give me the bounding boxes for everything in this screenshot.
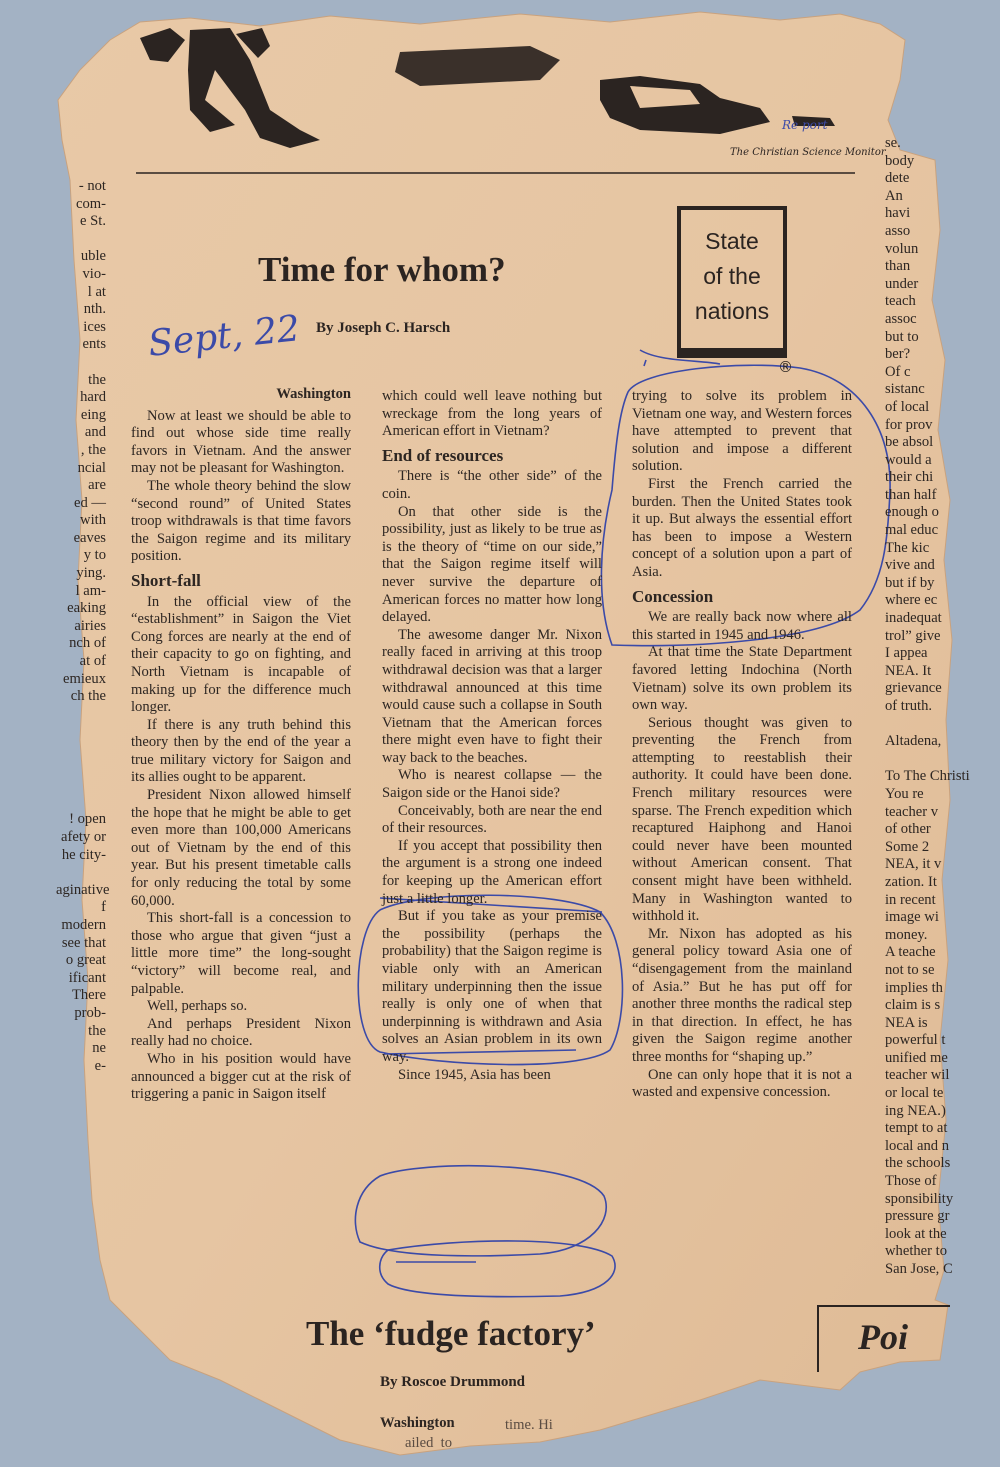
text-fragment bbox=[885, 716, 945, 734]
left-column-fragments bbox=[56, 178, 110, 1075]
text-fragment: prob- bbox=[74, 1004, 106, 1021]
text-fragment: y to bbox=[83, 547, 106, 564]
text-fragment: se. bbox=[885, 135, 901, 151]
text-fragment: Of c bbox=[885, 363, 911, 380]
text-fragment: tempt to at bbox=[885, 1120, 948, 1137]
paragraph: There is “the other side” of the coin. bbox=[382, 468, 602, 502]
text-fragment: The kic bbox=[885, 539, 930, 556]
text-fragment: where ec bbox=[885, 592, 938, 609]
article2-dateline: Washington bbox=[380, 1415, 455, 1431]
text-fragment: not to se bbox=[885, 961, 935, 978]
text-fragment: teacher v bbox=[885, 803, 939, 820]
text-fragment: pressure gr bbox=[885, 1208, 950, 1225]
text-fragment: mal educ bbox=[885, 522, 939, 539]
text-fragment: or local te bbox=[885, 1085, 944, 1102]
text-fragment: - not bbox=[78, 178, 106, 194]
paragraph: Mr. Nixon has adopted as his general policy toward Asia one of “disengagement from the mainland of Asia.” But he has put off for another three months the radical step in that direction. In effect, he has given the Saigon regime another three months for “shaping up.” bbox=[632, 925, 852, 1065]
text-fragment: claim is s bbox=[885, 997, 941, 1014]
right-column-fragments bbox=[885, 135, 970, 1279]
paragraph: And perhaps President Nixon really had no choice. bbox=[131, 1015, 351, 1050]
paragraph: Since 1945, Asia has been bbox=[398, 1066, 551, 1083]
text-fragment: would a bbox=[885, 451, 932, 468]
text-fragment: of truth. bbox=[885, 698, 933, 714]
text-fragment: uble bbox=[80, 248, 106, 265]
paragraph: The whole theory behind the slow “second round” of United States troop withdrawals is that time favors the Saigon regime and its military position. bbox=[131, 477, 351, 565]
text-fragment: he city- bbox=[61, 846, 106, 863]
paragraph: Well, perhaps so. bbox=[147, 998, 248, 1015]
subhead-concession: Concession bbox=[632, 586, 714, 606]
paragraph: Serious thought was given to preventing the French from attempting to reestablish their authority. It could have been done. French military resources were sparse. The French expedition which recaptured Haiphong and Hanoi could never have been mounted without American consent. That consent might have been withheld. Many in Washington wanted to withhold it. bbox=[632, 714, 852, 925]
text-fragment: grievance bbox=[885, 680, 942, 697]
text-fragment: emieux bbox=[63, 670, 106, 687]
text-fragment: unified me bbox=[885, 1049, 948, 1066]
text-fragment: dete bbox=[885, 170, 910, 187]
text-fragment: com- bbox=[76, 195, 106, 212]
text-fragment: sponsibility bbox=[885, 1190, 954, 1207]
text-fragment: but to bbox=[885, 328, 919, 345]
article2-byline: By Roscoe Drummond bbox=[380, 1374, 525, 1390]
text-fragment: e- bbox=[94, 1057, 106, 1074]
masthead: The Christian Science Monitor bbox=[730, 147, 886, 158]
state-of-nations-box bbox=[677, 206, 787, 358]
text-fragment: see that bbox=[61, 934, 106, 951]
box-line-3: nations bbox=[694, 298, 770, 324]
text-fragment: o great bbox=[65, 952, 106, 969]
text-fragment bbox=[56, 706, 106, 724]
text-fragment bbox=[56, 231, 106, 249]
text-fragment: inadequat bbox=[885, 610, 942, 627]
paragraph: Now at least we should be able to find out whose side time really favors in Vietnam. And the answer may not be pleasant for Washington. bbox=[131, 407, 351, 477]
text-fragment: for prov bbox=[885, 416, 933, 433]
text-fragment: assoc bbox=[885, 310, 917, 327]
handwritten-scribble: Re port bbox=[782, 118, 828, 132]
text-fragment: NEA, it v bbox=[885, 856, 942, 873]
text-fragment: To The Christi bbox=[885, 768, 970, 785]
text-fragment: local and n bbox=[885, 1137, 950, 1154]
text-fragment: eing bbox=[80, 406, 106, 423]
paragraph: which could well leave nothing but wreckage from the long years of American effort in Vietnam? bbox=[382, 388, 602, 440]
text-fragment bbox=[56, 776, 106, 794]
registered-mark: ® bbox=[778, 358, 793, 376]
text-fragment: zation. It bbox=[885, 873, 937, 890]
text-fragment: but if by bbox=[885, 574, 935, 591]
text-fragment: powerful t bbox=[885, 1032, 946, 1049]
text-fragment: teach bbox=[885, 293, 916, 310]
text-fragment: are bbox=[88, 477, 106, 494]
text-fragment: San Jose, C bbox=[885, 1261, 953, 1277]
paragraph: One can only hope that it is not a wasted and expensive concession. bbox=[632, 1066, 852, 1101]
text-fragment: of other bbox=[885, 821, 931, 838]
subhead-short-fall: Short-fall bbox=[131, 570, 201, 590]
text-fragment: eaking bbox=[67, 600, 106, 617]
text-fragment: ing NEA.) bbox=[885, 1102, 946, 1119]
text-fragment: There bbox=[71, 987, 106, 1004]
article-byline: By Joseph C. Harsch bbox=[316, 320, 451, 336]
text-fragment: eaves bbox=[73, 529, 106, 546]
text-fragment: afety or bbox=[61, 828, 106, 845]
text-fragment: airies bbox=[74, 617, 106, 634]
text-fragment: A teache bbox=[885, 944, 936, 961]
article2-fragment: ailed to bbox=[405, 1435, 453, 1451]
paragraph: If you accept that possibility then the argument is a strong one indeed for keeping up the American effort just a little longer. bbox=[382, 837, 602, 907]
text-fragment: havi bbox=[885, 205, 911, 222]
text-fragment: under bbox=[885, 275, 919, 292]
text-fragment: aginative bbox=[56, 881, 110, 898]
text-fragment: ! open bbox=[69, 811, 106, 828]
paragraph: trying to solve its problem in Vietnam one way, and Western forces have attempted to prevent that solution and impose a different solution. bbox=[632, 388, 852, 475]
text-fragment: You re bbox=[885, 785, 924, 802]
text-fragment: , the bbox=[80, 441, 106, 458]
text-fragment: than bbox=[885, 258, 911, 275]
text-fragment: body bbox=[885, 152, 915, 169]
text-fragment: enough o bbox=[885, 504, 939, 521]
text-fragment: implies th bbox=[885, 979, 943, 996]
text-fragment: asso bbox=[885, 222, 911, 239]
text-fragment: their chi bbox=[885, 469, 934, 486]
text-fragment: whether to bbox=[885, 1243, 948, 1260]
paragraph: President Nixon allowed himself the hope that he might be able to get even more than 100,000 Americans out of Vietnam by the end of this year. But his present timetable calls for only reducing the total by some 60,000. bbox=[131, 787, 351, 909]
article-title: Time for whom? bbox=[258, 250, 506, 289]
paragraph: This short-fall is a concession to those who argue that given “just a little more time” the long-sought “victory” will become real, and palpable. bbox=[131, 910, 351, 997]
text-fragment bbox=[885, 751, 945, 769]
text-fragment: Altadena, bbox=[885, 733, 942, 750]
text-fragment: money. bbox=[885, 926, 928, 943]
article-column-3 bbox=[632, 388, 852, 1272]
text-fragment: ying. bbox=[76, 565, 106, 582]
paragraph: Conceivably, both are near the end of their resources. bbox=[382, 802, 602, 837]
text-fragment: Those of bbox=[885, 1173, 937, 1190]
text-fragment: the bbox=[88, 1022, 106, 1039]
text-fragment: I appea bbox=[885, 645, 928, 662]
paragraph: We are really back now where all this started in 1945 and 1946. bbox=[632, 609, 852, 643]
text-fragment bbox=[56, 741, 106, 759]
text-fragment: ents bbox=[82, 336, 106, 353]
right-box-fragment: Poi bbox=[858, 1317, 908, 1357]
text-fragment: Some 2 bbox=[885, 838, 930, 855]
article2-fragment: time. Hi bbox=[505, 1417, 553, 1433]
text-fragment: An bbox=[885, 187, 903, 204]
paragraph: Who is nearest collapse — the Saigon side or the Hanoi side? bbox=[382, 767, 602, 802]
dateline: Washington bbox=[276, 386, 351, 402]
text-fragment: NEA is bbox=[885, 1014, 928, 1031]
article-column-2 bbox=[382, 388, 602, 1276]
text-fragment: and bbox=[84, 424, 106, 441]
text-fragment: the bbox=[88, 371, 106, 388]
text-fragment: image wi bbox=[885, 909, 939, 926]
box-line-2: of the bbox=[703, 263, 761, 289]
text-fragment: look at the bbox=[885, 1225, 947, 1242]
text-fragment: be absol bbox=[885, 434, 934, 451]
paragraph: Who in his position would have announced a bigger cut at the risk of triggering a panic in Saigon itself bbox=[131, 1050, 351, 1103]
text-fragment: vive and bbox=[885, 557, 935, 574]
paragraph: On that other side is the possibility, just as likely to be true as is the theory of “time on our side,” that the Saigon regime itself will never survive the departure of American forces no matter how long delayed. bbox=[382, 503, 602, 626]
text-fragment: than half bbox=[885, 486, 937, 503]
box-line-1: State bbox=[705, 228, 759, 254]
text-fragment bbox=[56, 759, 106, 777]
article2-title: The ‘fudge factory’ bbox=[306, 1314, 596, 1353]
text-fragment: ch the bbox=[70, 688, 106, 705]
text-fragment: l am- bbox=[75, 582, 106, 599]
text-fragment bbox=[56, 354, 106, 372]
text-fragment: teacher wil bbox=[885, 1067, 950, 1084]
text-fragment: nth. bbox=[83, 301, 106, 318]
text-fragment: nch of bbox=[69, 635, 106, 652]
text-fragment: of local bbox=[885, 398, 930, 415]
text-fragment bbox=[56, 864, 106, 882]
text-fragment: sistanc bbox=[885, 381, 925, 398]
paragraph: In the official view of the “establishment” in Saigon the Viet Cong forces are nearly at the end of their capacity to go on fighting, and North Vietnam is incapable of making up for the difference much longer. bbox=[131, 593, 351, 716]
text-fragment: the schools bbox=[885, 1155, 951, 1172]
paragraph: But if you take as your premise the possibility (perhaps the probability) that the Saigon regime is viable only with an American military underpinning then the issue really is only one of when that underpinning is withdrawn and Asia solves an Asian problem in its own way. bbox=[382, 908, 602, 1065]
text-fragment: vio- bbox=[82, 265, 106, 282]
text-fragment: NEA. It bbox=[885, 662, 932, 679]
text-fragment: ncial bbox=[77, 459, 106, 476]
subhead-end-of-resources: End of resources bbox=[382, 445, 504, 465]
handwritten-date: Sept, 22 bbox=[146, 308, 302, 365]
text-fragment: with bbox=[80, 512, 106, 529]
text-fragment: ificant bbox=[68, 969, 106, 986]
paragraph: First the French carried the burden. Then the United States took it up. But always the essential effort has been to impose a Western concept of a solution upon a part of Asia. bbox=[632, 475, 852, 580]
text-fragment: e St. bbox=[80, 213, 106, 230]
text-fragment: ne bbox=[92, 1040, 106, 1057]
text-fragment: ber? bbox=[885, 346, 911, 363]
text-fragment: ed — bbox=[73, 494, 106, 511]
text-fragment: f modern bbox=[61, 899, 106, 933]
text-fragment: trol” give bbox=[885, 627, 941, 644]
text-fragment: volun bbox=[885, 240, 919, 257]
text-fragment: at of bbox=[79, 653, 106, 670]
text-fragment: hard bbox=[80, 389, 106, 406]
text-fragment: in recent bbox=[885, 891, 936, 908]
text-fragment: ices bbox=[83, 318, 106, 335]
text-fragment: l at bbox=[87, 283, 106, 300]
paragraph: If there is any truth behind this theory then by the end of the year a true military victory for Saigon and its allies ought to be apparent. bbox=[131, 716, 351, 786]
text-fragment bbox=[56, 723, 106, 741]
text-fragment bbox=[56, 794, 106, 812]
article-column-1 bbox=[131, 386, 351, 1270]
paragraph: At that time the State Department favored letting Indochina (North Vietnam) solve its own problem its own way. bbox=[632, 644, 852, 714]
paragraph: The awesome danger Mr. Nixon really faced in arriving at this troop withdrawal decision was that a larger withdrawal announced at this time would cause such a collapse in South Vietnam that the American forces there might even have to fight their way back to the beaches. bbox=[382, 626, 602, 766]
